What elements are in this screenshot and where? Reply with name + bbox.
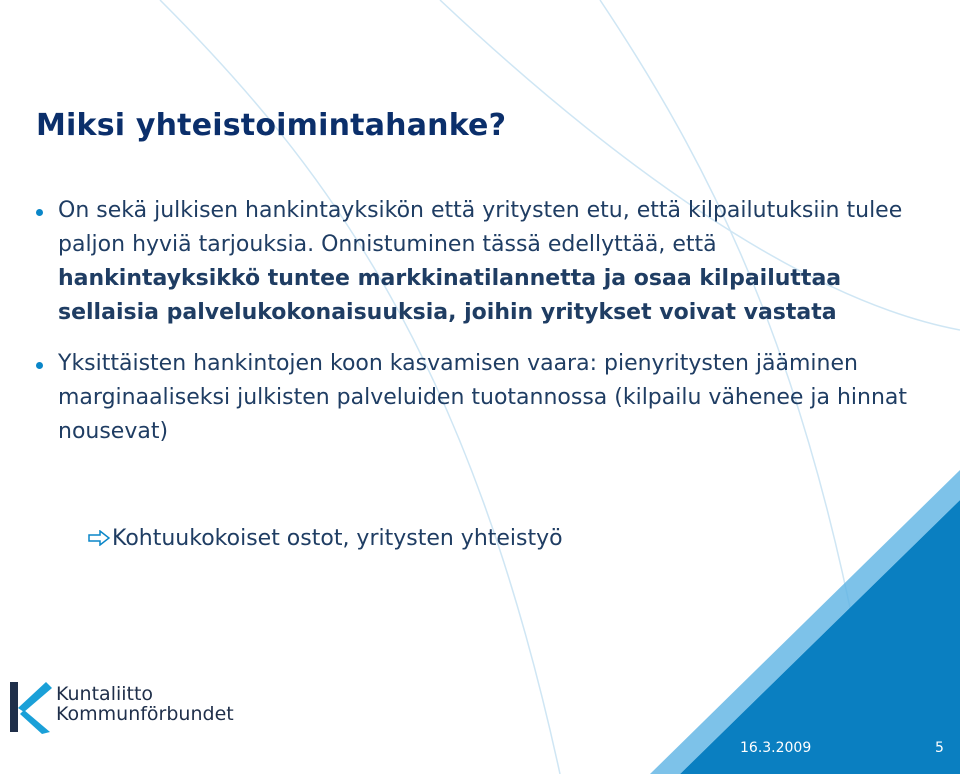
sub-item-text: Kohtuukokoiset ostot, yritysten yhteistyö (112, 526, 563, 551)
logo-text (56, 684, 234, 724)
bullet-list (36, 194, 916, 449)
page-number: 5 (935, 740, 944, 756)
logo-line-1: Kuntaliitto (56, 683, 154, 705)
slide-date: 16.3.2009 (740, 740, 812, 756)
bullet-text: On sekä julkisen hankintayksikön että yritysten etu, että kilpailutuksiin tulee paljon hyviä tarjouksia. Onnistuminen tässä edellyttää, että (58, 198, 903, 257)
bullet-dot-icon (36, 362, 43, 369)
sub-item (88, 524, 563, 554)
bullet-dot-icon (36, 209, 43, 216)
bullet-text: Yksittäisten hankintojen koon kasvamisen vaara: pienyritysten jääminen marginaaliseksi julkisten palveluiden tuotannossa (kilpailu vähenee ja hinnat nousevat) (58, 351, 908, 444)
logo (8, 676, 268, 736)
arrow-right-icon (88, 530, 110, 546)
bullet-item (36, 194, 916, 330)
kuntaliitto-logo-icon (8, 676, 52, 734)
logo-line-2: Kommunförbundet (56, 703, 234, 725)
bullet-item (36, 347, 916, 449)
bullet-bold-text: hankintayksikkö tuntee markkinatilannetta ja osaa kilpailuttaa sellaisia palvelukokonaisuuksia, joihin yritykset voivat vastata (58, 266, 842, 325)
slide-title: Miksi yhteistoimintahanke? (36, 108, 507, 143)
